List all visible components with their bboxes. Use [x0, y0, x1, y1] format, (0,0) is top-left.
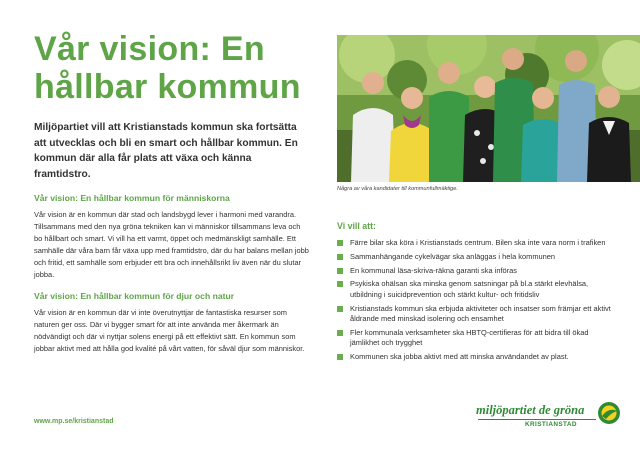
- left-column: [34, 30, 309, 355]
- list-item: Färre bilar ska köra i Kristianstads centrum. Bilen ska inte vara norm i trafiken: [337, 238, 617, 248]
- title-line-2: hållbar kommun: [34, 68, 301, 106]
- vi-vill-heading: Vi vill att:: [337, 221, 376, 231]
- list-item: En kommunal läsa-skriva-räkna garanti ska införas: [337, 266, 617, 276]
- vi-vill-list: [337, 238, 617, 362]
- list-item: Fler kommunala verksamheter ska HBTQ-certifieras för att bidra till ökad jämlikhet och trygghet: [337, 328, 617, 349]
- website-link[interactable]: www.mp.se/kristianstad: [34, 418, 114, 425]
- list-item: Sammanhängande cykelvägar ska anläggas i hela kommunen: [337, 252, 617, 262]
- section2-text: Vår vision är en kommun där vi inte överutnyttjar de fantastiska resurser som naturen ger oss. Där vi bygger smart för att inte använda mer åkermark än nödvändigt och där vi nyttjar solens energi på ett effektivt sätt. En kommun som jobbar aktivt med att hålla god kvalité på vårt vatten, för såväl djur som människor.: [34, 308, 305, 354]
- section1-text: Vår vision är en kommun där stad och landsbygd lever i harmoni med varandra. Tillsammans med den nya gröna tekniken kan vi människor tillsammans leva och bo hållbart och smart. Vi vill ha ett varmt, öppet och medmänskligt samhälle. Ett samhälle där våra barn får växa upp med framtidstro, där du har balans mellan jobb och fritid, ett samhälle som erbjuder ett bra och innehållsrikt liv även när du slutar jobba.: [34, 210, 309, 279]
- list-item: Kommunen ska jobba aktivt med att minska användandet av plast.: [337, 352, 617, 362]
- list-item: Psykiska ohälsan ska minska genom satsningar på bl.a stärkt elevhälsa, utbildning i suicidprevention och stärkt kultur- och fritidsliv: [337, 279, 617, 300]
- logo-wordmark: miljöpartiet de gröna: [476, 403, 585, 417]
- intro-paragraph: Miljöpartiet vill att Kristianstads kommun ska fortsätta att utvecklas och bli en smart och hållbar kommun. En kommun där alla får plats att växa och känna framtidstro.: [34, 122, 298, 180]
- page-title: [34, 30, 309, 106]
- candidates-photo: [337, 35, 640, 182]
- title-line-1: Vår vision: En: [34, 30, 265, 68]
- right-column: [337, 221, 617, 366]
- section1-heading: Vår vision: En hållbar kommun för människorna: [34, 193, 230, 203]
- list-item: Kristianstads kommun ska erbjuda aktiviteter och insatser som främjar ett aktivt åldrande med minskad isolering och ensamhet: [337, 304, 617, 325]
- party-logo: [476, 403, 622, 433]
- photo-caption: Några av våra kandidater till kommunfullmäktige.: [337, 186, 458, 192]
- logo-subtitle: KRISTIANSTAD: [525, 421, 577, 428]
- logo-underline: [478, 419, 596, 420]
- section2-heading: Vår vision: En hållbar kommun för djur och natur: [34, 291, 235, 302]
- dandelion-icon: [597, 401, 621, 425]
- group-photo-illustration: [337, 35, 640, 182]
